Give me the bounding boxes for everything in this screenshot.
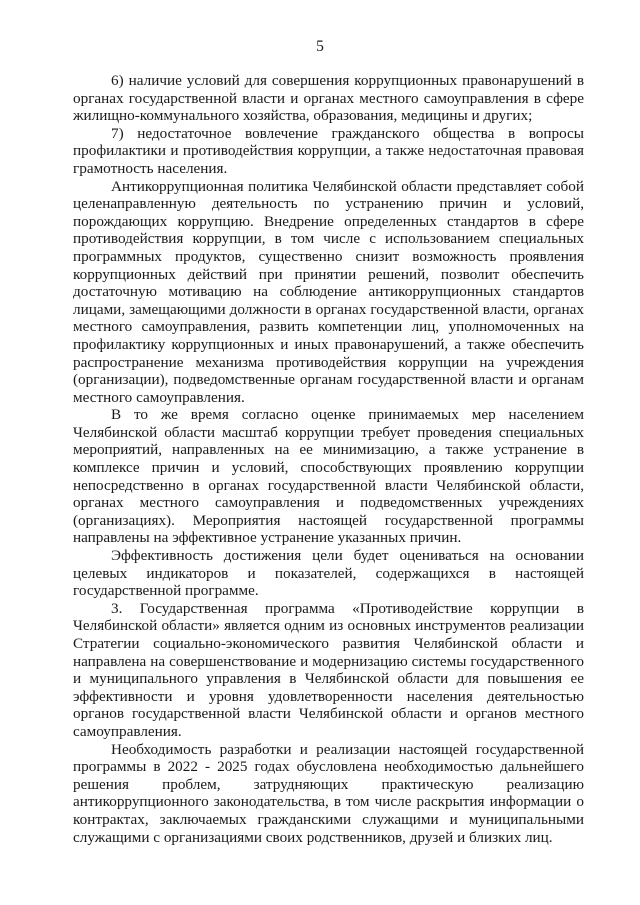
paragraph-population-assessment: В то же время согласно оценке принимаемых мер населением Челябинской области масштаб коррупции требует проведения специальных мероприятий, направленных на ее минимизацию, а также устранение в комплексе причин и условий, способствующих проявлению коррупции непосредственно в органах государственной власти Челябинской области, органах местного самоуправления и подведомственных учреждениях (организациях). Мероприятия настоящей государственной программы направлены на эффективное устранение указанных причин. [73, 406, 584, 547]
paragraph-item-7: 7) недостаточное вовлечение гражданского общества в вопросы профилактики и противодействия коррупции, а также недостаточная правовая грамотность населения. [73, 124, 584, 177]
document-body [73, 72, 584, 846]
paragraph-necessity: Необходимость разработки и реализации настоящей государственной программы в 2022 - 2025 годах обусловлена необходимостью дальнейшего решения проблем, затрудняющих практическую реализацию антикоррупционного законодательства, в том числе раскрытия информации о контрактах, заключаемых гражданскими служащими и муниципальными служащими с организациями своих родственников, друзей и близких лиц. [73, 740, 584, 846]
page-number: 5 [316, 38, 324, 55]
paragraph-efficiency: Эффективность достижения цели будет оцениваться на основании целевых индикаторов и показателей, содержащихся в настоящей государственной программе. [73, 547, 584, 600]
paragraph-item-6: 6) наличие условий для совершения коррупционных правонарушений в органах государственной власти и органах местного самоуправления в сфере жилищно-коммунального хозяйства, образования, медицины и других; [73, 72, 584, 125]
paragraph-anticorruption-policy: Антикоррупционная политика Челябинской области представляет собой целенаправленную деятельность по устранению причин и условий, порождающих коррупцию. Внедрение определенных стандартов в сфере противодействия коррупции, в том числе с использованием специальных программных продуктов, существенно снизит возможность проявления коррупционных действий при принятии решений, позволит обеспечить достаточную мотивацию на соблюдение антикоррупционных стандартов лицами, замещающими должности в органах государственной власти, органах местного самоуправления, развить компетенции лиц, уполномоченных на профилактику коррупционных и иных правонарушений, а также обеспечить распространение механизма противодействия коррупции на учреждения (организации), подведомственные органам государственной власти и органам местного самоуправления. [73, 177, 584, 406]
paragraph-section-3: 3. Государственная программа «Противодействие коррупции в Челябинской области» является одним из основных инструментов реализации Стратегии социально-экономического развития Челябинской области и направлена на совершенствование и модернизацию системы государственного и муниципального управления в Челябинской области для повышения ее эффективности и уровня удовлетворенности населения деятельностью органов государственной власти Челябинской области и органов местного самоуправления. [73, 599, 584, 740]
